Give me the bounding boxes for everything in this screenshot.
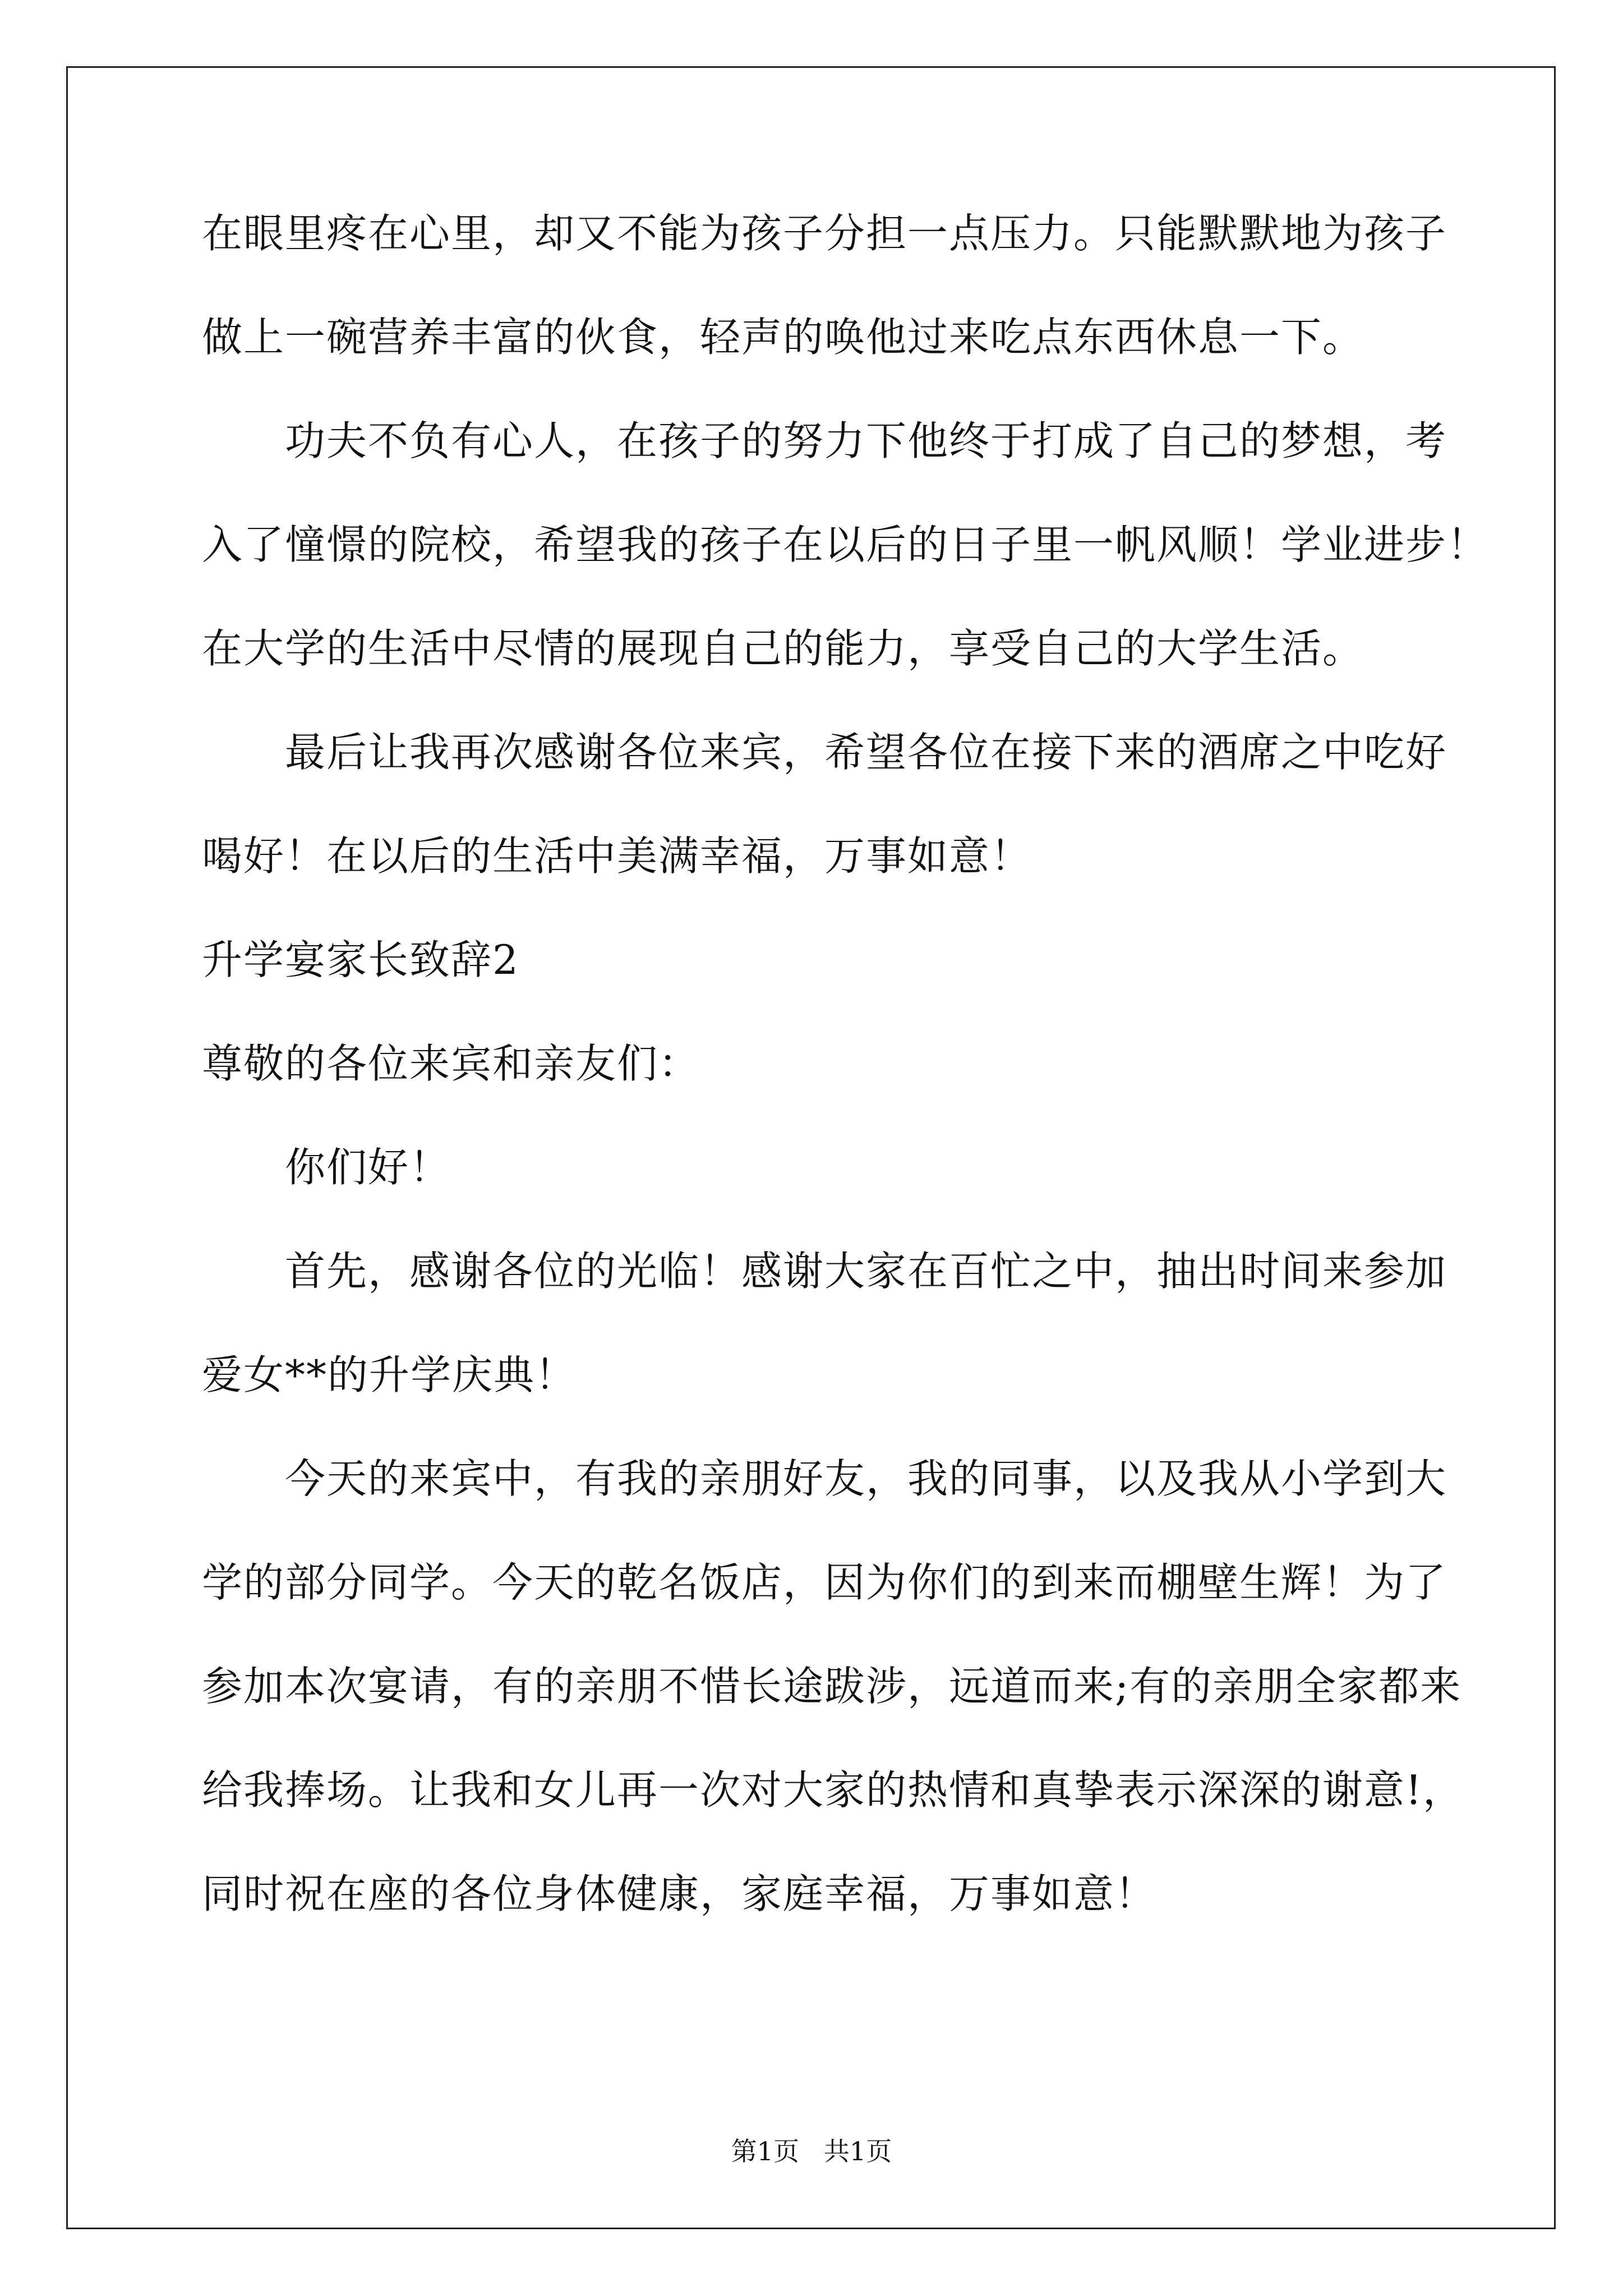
text-line: 在眼里疼在心里，却又不能为孩子分担一点压力。只能默默地为孩子: [202, 210, 1447, 257]
text-line: 在大学的生活中尽情的展现自己的能力，享受自己的大学生活。: [202, 625, 1364, 672]
text-line: 同时祝在座的各位身体健康，家庭幸福，万事如意！: [202, 1870, 1157, 1917]
text-line: 最后让我再次感谢各位来宾，希望各位在接下来的酒席之中吃好: [285, 729, 1447, 776]
text-line: 入了憧憬的院校，希望我的孩子在以后的日子里一帆风顺！学业进步！: [202, 521, 1489, 568]
text-line: 给我捧场。让我和女儿再一次对大家的热情和真挚表示深深的谢意!，: [202, 1766, 1464, 1814]
text-line: 今天的来宾中，有我的亲朋好友，我的同事，以及我从小学到大: [285, 1455, 1447, 1502]
text-line: 学的部分同学。今天的乾名饭店，因为你们的到来而棚壁生辉！为了: [202, 1559, 1447, 1606]
text-line: 功夫不负有心人，在孩子的努力下他终于打成了自己的梦想，考: [285, 417, 1447, 464]
document-body: [202, 210, 1489, 1977]
text-line: 爱女**的升学庆典！: [202, 1351, 577, 1398]
text-line: 首先，感谢各位的光临！感谢大家在百忙之中，抽出时间来参加: [285, 1248, 1447, 1295]
section-heading: 升学宴家长致辞2: [202, 936, 519, 983]
salutation: 尊敬的各位来宾和亲友们：: [202, 1040, 700, 1087]
text-line: 做上一碗营养丰富的伙食，轻声的唤他过来吃点东西休息一下。: [202, 314, 1364, 361]
text-line: 喝好！在以后的生活中美满幸福，万事如意！: [202, 832, 1032, 880]
text-line: 参加本次宴请，有的亲朋不惜长途跋涉，远道而来;有的亲朋全家都来: [202, 1663, 1462, 1710]
page-number-footer: 第1页 共1页: [731, 2136, 892, 2166]
greeting: 你们好！: [285, 1144, 451, 1191]
